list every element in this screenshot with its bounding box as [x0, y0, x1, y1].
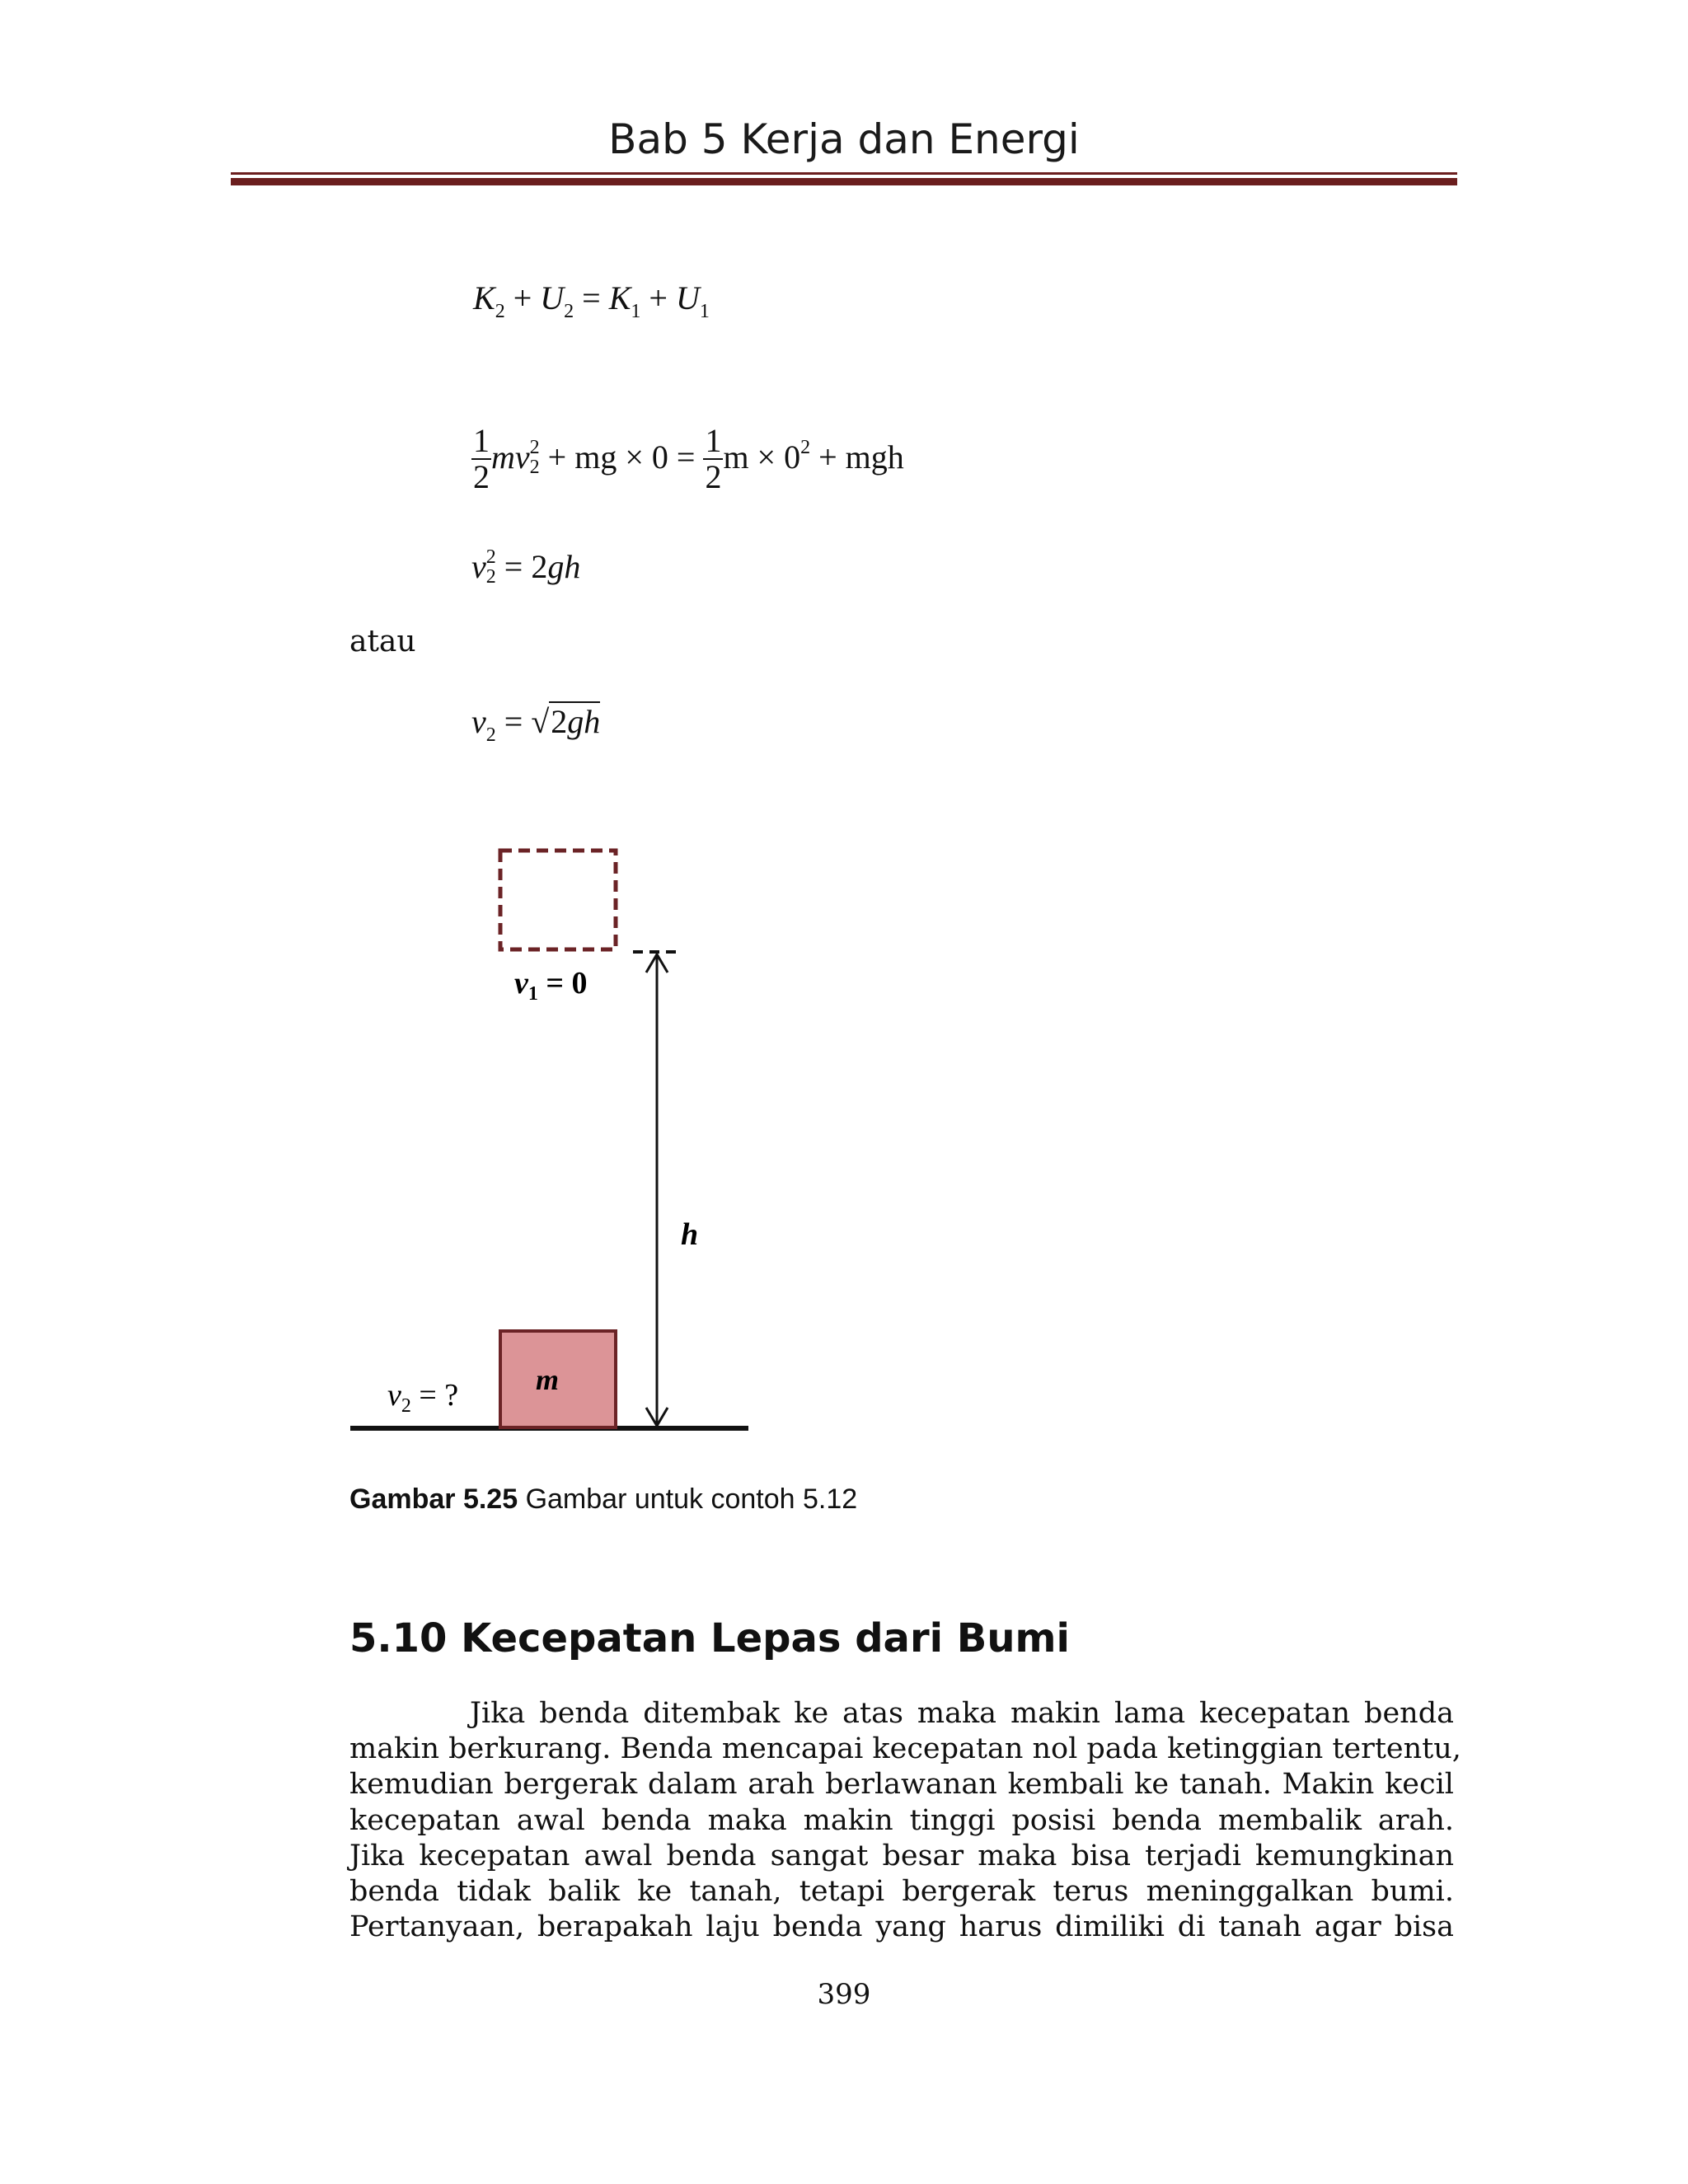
- equation-energy-conservation: $K_2 + U_2 = K_1 + U_1$: [473, 279, 710, 322]
- equation-v2-sqrt: $v_2 = √2gh$: [471, 703, 601, 746]
- height-label: h: [681, 1217, 699, 1252]
- equation-substitution: $\frac{1}{2}$ mv 2 2 + mg × 0 = $\frac{1}{2}$ $m \times 0^2$ + mgh: [473, 422, 904, 495]
- connector-text: atau: [349, 625, 416, 658]
- section-heading: 5.10 Kecepatan Lepas dari Bumi: [349, 1615, 1071, 1661]
- paragraph-line: kecepatan awal benda maka makin tinggi posisi benda membalik arah.: [349, 1803, 1454, 1837]
- page-number: 399: [817, 1978, 871, 2011]
- figure-caption: Gambar 5.25 Gambar untuk contoh 5.12: [349, 1483, 858, 1515]
- v1-label: $v_1 = 0$: [514, 966, 588, 1005]
- paragraph-line: Pertanyaan, berapakah laju benda yang harus dimiliki di tanah agar bisa: [349, 1910, 1454, 1944]
- chapter-header: Bab 5 Kerja dan Energi: [608, 115, 1080, 163]
- paragraph-line: makin berkurang. Benda mencapai kecepatan nol pada ketinggian tertentu,: [349, 1732, 1461, 1766]
- paragraph-line: Jika kecepatan awal benda sangat besar maka bisa terjadi kemungkinan: [349, 1839, 1454, 1872]
- equation-v-squared: v 2 2 = 2gh: [471, 546, 581, 588]
- initial-position-dashed-box: [500, 851, 616, 949]
- paragraph-line: kemudian bergerak dalam arah berlawanan kembali ke tanah. Makin kecil: [349, 1768, 1454, 1802]
- paragraph-line: benda tidak balik ke tanah, tetapi bergerak terus meninggalkan bumi.: [349, 1875, 1454, 1909]
- section-paragraph: [349, 1696, 1461, 1945]
- paragraph-line: Jika benda ditembak ke atas maka makin lama kecepatan benda: [470, 1697, 1454, 1730]
- mass-label: m: [536, 1363, 560, 1396]
- v2-label: $v_2$ = ?: [387, 1378, 459, 1417]
